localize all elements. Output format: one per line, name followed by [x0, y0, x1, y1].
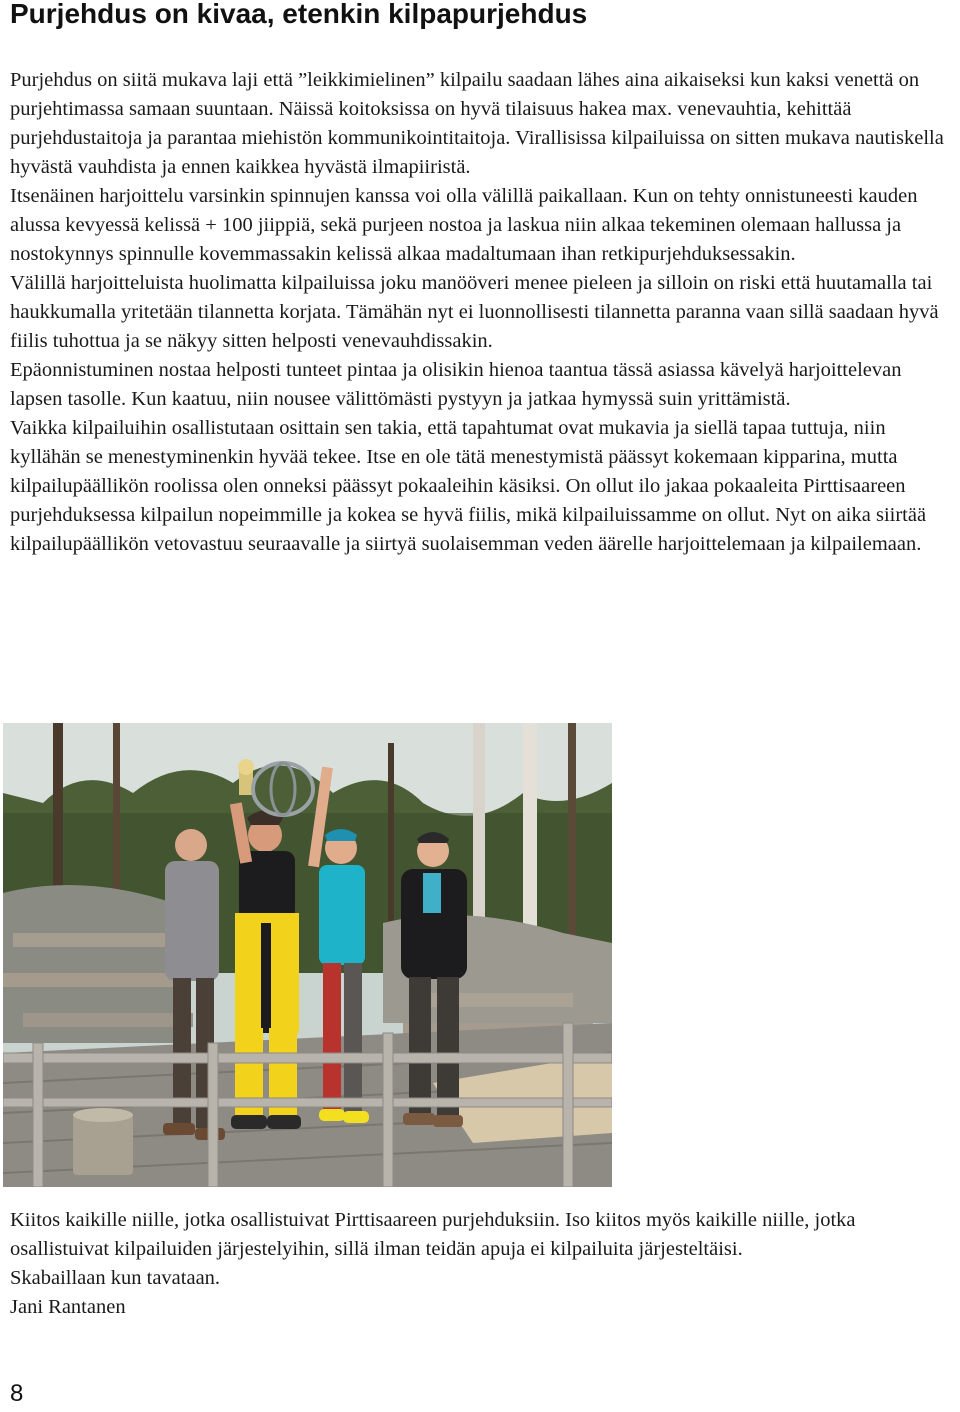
page-number: 8	[10, 1380, 24, 1407]
article-body	[10, 66, 956, 559]
paragraph: Välillä harjoitteluista huolimatta kilpailuissa joku manööveri menee pieleen ja silloin on riski että huutamalla tai haukkumalla yritetään tilannetta korjata. Tämähän nyt ei luonnollisesti tilannetta paranna vaan sillä saadaan hyvä fiilis tuhottua ja se näkyy sitten helposti venevauhdissakin.	[10, 272, 939, 352]
greeting-line: Skabaillaan kun tavataan.	[10, 1267, 221, 1289]
award-photo	[3, 723, 612, 1187]
paragraph: Epäonnistuminen nostaa helposti tunteet pintaa ja olisikin hienoa taantua tässä asiassa kävelyä harjoittelevan lapsen tasolle. Kun kaatuu, niin nousee välittömästi pystyyn ja jatkaa hymyssä suin yrittämistä.	[10, 359, 902, 410]
thanks-paragraph: Kiitos kaikille niille, jotka osallistuivat Pirttisaareen purjehduksiin. Iso kiitos myös kaikille niille, jotka osallistuivat kilpailuiden järjestelyihin, sillä ilman teidän apuja ei kilpailuita järjesteltäisi.	[10, 1209, 856, 1260]
paragraph: Vaikka kilpailuihin osallistutaan osittain sen takia, että tapahtumat ovat mukavia ja siellä tapaa tuttuja, niin kyllähän se menestyminenkin hyvää tekee. Itse en ole tätä menestymistä päässyt kokemaan kipparina, mutta kilpailupäällikön roolissa olen onneksi päässyt pokaaleihin käsiksi. On ollut ilo jakaa pokaaleita Pirttisaareen purjehduksessa kilpailun nopeimmille ja kokea se hyvä fiilis, mikä kilpailuissamme on ollut. Nyt on aika siirtää kilpailupäällikön vetovastuu seuraavalle ja siirtyä suolaisemman veden äärelle harjoittelemaan ja kilpailemaan.	[10, 417, 927, 555]
signature: Jani Rantanen	[10, 1296, 126, 1318]
paragraph: Purjehdus on siitä mukava laji että ”leikkimielinen” kilpailu saadaan lähes aina aikaiseksi kun kaksi venettä on purjehtimassa samaan suuntaan. Näissä koitoksissa on hyvä tilaisuus hakea max. venevauhtia, kehittää purjehdustaitoja ja parantaa miehistön kommunikointitaitoja. Virallisissa kilpailuissa on sitten mukava nautiskella hyvästä vauhdista ja ennen kaikkea hyvästä ilmapiiristä.	[10, 69, 944, 178]
paragraph: Itsenäinen harjoittelu varsinkin spinnujen kanssa voi olla välillä paikallaan. Kun on tehty onnistuneesti kauden alussa kevyessä kelissä + 100 jiippiä, sekä purjeen nostoa ja laskua niin alkaa tekeminen olemaan hallussa ja nostokynnys spinnulle kovemmassakin kelissä alkaa madaltumaan ihan retkipurjehduksessakin.	[10, 185, 918, 265]
closing-section	[10, 1206, 956, 1322]
article-title: Purjehdus on kivaa, etenkin kilpapurjehdus	[10, 0, 588, 29]
